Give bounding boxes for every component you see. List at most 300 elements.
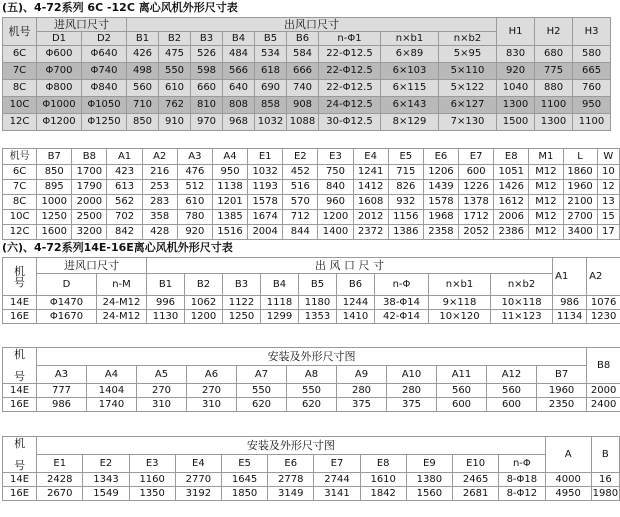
table-cell: Φ700: [37, 63, 82, 80]
table-cell: 2358: [423, 225, 458, 240]
table-cell: 1378: [459, 195, 494, 210]
header-outlet-group: 出风口尺寸: [127, 18, 497, 32]
table-cell: 1134: [553, 310, 587, 324]
row-machine-cell: 16E: [3, 310, 37, 324]
table-row: [3, 296, 620, 310]
table-cell: 2770: [175, 473, 221, 487]
table-cell: 7×130: [439, 114, 497, 131]
header-cell: E1: [248, 149, 283, 165]
table-cell: 830: [497, 46, 535, 63]
table-cell: 1500: [497, 114, 535, 131]
row-machine-cell: 14E: [3, 473, 37, 487]
table-cell: 570: [283, 195, 318, 210]
table-cell: 2681: [452, 487, 498, 501]
table-cell: 10: [597, 165, 619, 180]
table-cell: 12: [597, 180, 619, 195]
table-cell: 1380: [406, 473, 452, 487]
header-cell: E3: [129, 455, 175, 473]
header-cell: E2: [83, 455, 129, 473]
header-cell: n-Φ: [375, 274, 429, 296]
table-cell: 1578: [248, 195, 283, 210]
table-cell: Φ640: [82, 46, 127, 63]
table-cell: 1842: [360, 487, 406, 501]
table-cell: 826: [388, 180, 423, 195]
table-cell: 666: [287, 63, 319, 80]
header-cell: B6: [337, 274, 375, 296]
header-outlet-group: 出 风 口 尺 寸: [147, 258, 553, 274]
table-cell: 2000: [587, 384, 620, 398]
header-cell: D: [37, 274, 97, 296]
table-cell: 2350: [537, 398, 587, 412]
table-cell: 5×95: [439, 46, 497, 63]
header-cell: B8: [72, 149, 107, 165]
table-cell: 17: [597, 225, 619, 240]
table-cell: 560: [437, 384, 487, 398]
header-cell: A2: [587, 258, 620, 296]
table-cell: 1130: [147, 310, 185, 324]
row-machine-cell: 10C: [3, 210, 37, 225]
table-cell: 760: [573, 80, 611, 97]
table-cell: 6×127: [439, 97, 497, 114]
table-cell: 1980: [592, 487, 619, 499]
table-cell: 11×123: [491, 310, 553, 324]
row-machine-cell: 12C: [3, 114, 37, 131]
table-14e-16e-install-a: [2, 347, 620, 412]
header-install-group: 安装及外形尺寸图: [37, 437, 545, 455]
table-cell: M12: [529, 180, 563, 195]
table-cell: 618: [255, 63, 287, 80]
table-cell: 640: [223, 80, 255, 97]
table-cell: 970: [191, 114, 223, 131]
table-cell: M12: [529, 210, 563, 225]
header-cell: E7: [459, 149, 494, 165]
header-cell: B1: [147, 274, 185, 296]
table-cell: 2100: [563, 195, 597, 210]
table-cell: 476: [177, 165, 212, 180]
table-cell: 2465: [452, 473, 498, 487]
table-cell: 1353: [299, 310, 337, 324]
table-cell: 775: [535, 63, 573, 80]
table-cell: 550: [159, 63, 191, 80]
table-cell: 1608: [353, 195, 388, 210]
table-cell: 253: [142, 180, 177, 195]
table-cell: 1960: [537, 384, 587, 398]
table-cell: 880: [535, 80, 573, 97]
table-cell: 2012: [353, 210, 388, 225]
header-cell: A12: [487, 366, 537, 384]
header-cell: B6: [287, 32, 319, 46]
table-cell: 22-Φ12.5: [319, 46, 381, 63]
table-cell: 6×143: [381, 97, 439, 114]
table-cell: 8-Φ12: [499, 487, 545, 501]
table-cell: Φ740: [82, 63, 127, 80]
table-cell: M12: [529, 165, 563, 180]
table-cell: 920: [177, 225, 212, 240]
row-machine-cell: 8C: [3, 195, 37, 210]
table-14e-16e-dimensions: [2, 257, 620, 324]
table-cell: 810: [191, 97, 223, 114]
table-cell: 3200: [72, 225, 107, 240]
table-cell: 1299: [261, 310, 299, 324]
table-row: [3, 398, 620, 412]
header-machine: 机 号: [3, 437, 37, 473]
header-cell: E9: [406, 455, 452, 473]
table-cell: 3141: [314, 487, 360, 501]
table-cell: 1790: [72, 180, 107, 195]
header-cell: B4: [261, 274, 299, 296]
table-cell: 423: [107, 165, 142, 180]
table-cell: 1410: [337, 310, 375, 324]
table-cell: 850: [127, 114, 159, 131]
table-cell: 6×115: [381, 80, 439, 97]
header-cell: E8: [360, 455, 406, 473]
table-cell: 844: [283, 225, 318, 240]
header-cell: A6: [187, 366, 237, 384]
table-cell: 1100: [535, 97, 573, 114]
table-cell: 1226: [459, 180, 494, 195]
table-cell: 968: [223, 114, 255, 131]
table-row: [3, 180, 620, 195]
header-cell: n-Φ1: [319, 32, 381, 46]
header-cell: E6: [268, 455, 314, 473]
header-inlet-group: 进风口尺寸: [37, 258, 147, 274]
header-cell: D2: [82, 32, 127, 46]
table-cell: 3149: [268, 487, 314, 501]
table-cell: 1032: [248, 165, 283, 180]
table-cell: 2428: [37, 473, 83, 487]
table-cell: 6×103: [381, 63, 439, 80]
table-cell: 600: [487, 398, 537, 412]
table-cell: 1645: [221, 473, 267, 487]
row-machine-cell: 7C: [3, 63, 37, 80]
table-cell: 808: [223, 97, 255, 114]
table-cell: 22-Φ12.5: [319, 80, 381, 97]
table-cell: 620: [237, 398, 287, 412]
row-machine-cell: 14E: [3, 384, 37, 398]
header-cell: A4: [212, 149, 247, 165]
table-cell: Φ1000: [37, 97, 82, 114]
table-cell: Φ1670: [37, 310, 97, 324]
table-cell: 2400: [587, 398, 620, 412]
table-cell: 690: [255, 80, 287, 97]
table-cell: 30-Φ12.5: [319, 114, 381, 131]
table-cell: 475: [159, 46, 191, 63]
table-cell: 777: [37, 384, 87, 398]
table-cell: 516: [283, 180, 318, 195]
table-cell: 895: [37, 180, 72, 195]
header-cell: M1: [529, 149, 563, 165]
header-cell: E4: [175, 455, 221, 473]
table-cell: 1740: [87, 398, 137, 412]
header-cell: D1: [37, 32, 82, 46]
row-machine-cell: 6C: [3, 165, 37, 180]
table-cell: 1206: [423, 165, 458, 180]
table-cell: Φ1050: [82, 97, 127, 114]
table-cell: 375: [337, 398, 387, 412]
table-cell: Φ800: [37, 80, 82, 97]
table-cell: 584: [287, 46, 319, 63]
table-cell: 4000: [545, 473, 591, 487]
table-cell: 22-Φ12.5: [319, 63, 381, 80]
table-cell: 665: [573, 63, 611, 80]
table-cell: 1968: [423, 210, 458, 225]
header-cell: B2: [159, 32, 191, 46]
table-cell: 1000: [37, 195, 72, 210]
table-cell: 5×122: [439, 80, 497, 97]
header-machine: 机号: [3, 18, 37, 46]
table-cell: 780: [177, 210, 212, 225]
table-cell: 610: [159, 80, 191, 97]
table-cell: 4950: [545, 487, 591, 501]
section-a-title: (五)、4-72系列 6C -12C 离心风机外形尺寸表: [2, 1, 238, 14]
table-cell: 960: [318, 195, 353, 210]
table-cell: 986: [37, 398, 87, 412]
table-cell: 1674: [248, 210, 283, 225]
header-cell: B4: [223, 32, 255, 46]
table-row: [3, 46, 611, 63]
header-cell: B5: [255, 32, 287, 46]
header-cell: B7: [37, 149, 72, 165]
table-cell: 24-M12: [97, 296, 147, 310]
header-cell: B5: [299, 274, 337, 296]
table-cell: 1412: [353, 180, 388, 195]
table-cell: 2000: [72, 195, 107, 210]
table-cell: 1032: [255, 114, 287, 131]
table-cell: 740: [287, 80, 319, 97]
table-cell: 270: [187, 384, 237, 398]
table-cell: 1612: [494, 195, 529, 210]
table-cell: 2386: [494, 225, 529, 240]
table-cell: 3400: [563, 225, 597, 240]
table-cell: 1300: [497, 97, 535, 114]
table-cell: 534: [255, 46, 287, 63]
table-cell: 1300: [535, 114, 573, 131]
table-cell: 660: [191, 80, 223, 97]
table-cell: 6×89: [381, 46, 439, 63]
table-cell: M12: [529, 195, 563, 210]
table-cell: 1076: [587, 296, 620, 310]
table-cell: 1241: [353, 165, 388, 180]
table-cell: 2700: [563, 210, 597, 225]
table-cell: 1560: [406, 487, 452, 501]
header-cell: B7: [537, 366, 587, 384]
header-cell: n×b2: [439, 32, 497, 46]
table-cell: 280: [387, 384, 437, 398]
table-cell: Φ600: [37, 46, 82, 63]
row-machine-cell: 8C: [3, 80, 37, 97]
table-cell: 526: [191, 46, 223, 63]
table-cell: 1040: [497, 80, 535, 97]
table-cell: 566: [223, 63, 255, 80]
header-cell: B3: [223, 274, 261, 296]
table-row: [3, 114, 611, 131]
table-cell: 986: [553, 296, 587, 310]
table-cell: 484: [223, 46, 255, 63]
table-row: [3, 165, 620, 180]
table-cell: 2052: [459, 225, 494, 240]
table-cell: 920: [497, 63, 535, 80]
table-row: [3, 210, 620, 225]
table-cell: 24-Φ12.5: [319, 97, 381, 114]
header-cell: A8: [287, 366, 337, 384]
row-machine-cell: 14E: [3, 296, 37, 310]
table-row: [3, 225, 620, 240]
table-cell: 10×118: [491, 296, 553, 310]
table-cell: 598: [191, 63, 223, 80]
table-cell: 996: [147, 296, 185, 310]
header-install-group: 安装及外形尺寸图: [37, 348, 587, 366]
table-cell: 562: [107, 195, 142, 210]
table-cell: 1156: [388, 210, 423, 225]
table-cell: 600: [459, 165, 494, 180]
section-b-title: (六)、4-72系列14E-16E离心风机外形尺寸表: [2, 241, 233, 254]
table-cell: 950: [212, 165, 247, 180]
header-cell: H2: [535, 18, 573, 46]
table-cell: 950: [573, 97, 611, 114]
table-cell: 1250: [37, 210, 72, 225]
header-cell: E6: [423, 149, 458, 165]
table-cell: 1578: [423, 195, 458, 210]
table-cell: 2744: [314, 473, 360, 487]
table-cell: 2670: [37, 487, 83, 501]
table-cell: 1230: [587, 310, 620, 324]
table-cell: 428: [142, 225, 177, 240]
table-cell: 1122: [223, 296, 261, 310]
header-cell: n×b1: [429, 274, 491, 296]
table-cell: 13: [597, 195, 619, 210]
table-cell: 1100: [573, 114, 611, 131]
table-cell: 2006: [494, 210, 529, 225]
table-cell: Φ1470: [37, 296, 97, 310]
table-cell: 560: [487, 384, 537, 398]
table-cell: 15: [597, 210, 619, 225]
header-machine: 机 号: [3, 348, 37, 384]
table-cell: 715: [388, 165, 423, 180]
table-cell: 1201: [212, 195, 247, 210]
table-cell: 216: [142, 165, 177, 180]
table-cell: 24-M12: [97, 310, 147, 324]
header-cell: n-Φ: [499, 455, 545, 473]
header-cell: A5: [137, 366, 187, 384]
header-machine: 机 号: [3, 258, 37, 296]
table-cell: 620: [287, 398, 337, 412]
table-cell: 610: [177, 195, 212, 210]
header-cell: B3: [191, 32, 223, 46]
table-cell: 1343: [83, 473, 129, 487]
table-cell: 613: [107, 180, 142, 195]
table-cell: 1062: [185, 296, 223, 310]
header-cell: n×b1: [381, 32, 439, 46]
table-cell: 280: [337, 384, 387, 398]
table-cell: 375: [387, 398, 437, 412]
header-cell: E2: [283, 149, 318, 165]
table-cell: 452: [283, 165, 318, 180]
table-cell: 3192: [175, 487, 221, 501]
table-cell: 2372: [353, 225, 388, 240]
table-cell: 1138: [212, 180, 247, 195]
table-cell: 550: [237, 384, 287, 398]
table-cell: 1516: [212, 225, 247, 240]
row-machine-cell: 10C: [3, 97, 37, 114]
row-machine-cell: 16E: [3, 487, 37, 501]
header-cell: B1: [127, 32, 159, 46]
header-cell: A1: [553, 258, 587, 296]
header-cell: B8: [587, 348, 620, 384]
table-cell: 1088: [287, 114, 319, 131]
table-cell: 1386: [388, 225, 423, 240]
table-cell: 1850: [221, 487, 267, 501]
header-cell: A11: [437, 366, 487, 384]
table-cell: 283: [142, 195, 177, 210]
header-cell: H3: [573, 18, 611, 46]
header-cell: A7: [237, 366, 287, 384]
table-cell: 1549: [83, 487, 129, 501]
table-cell: 310: [187, 398, 237, 412]
table-cell: 1960: [563, 180, 597, 195]
header-cell: A2: [142, 149, 177, 165]
table-cell: 8-Φ18: [499, 473, 545, 487]
table-row: [3, 473, 620, 487]
header-cell: E3: [318, 149, 353, 165]
header-cell: E8: [494, 149, 529, 165]
table-cell: 310: [137, 398, 187, 412]
table-cell: 1193: [248, 180, 283, 195]
table-cell: 710: [127, 97, 159, 114]
table-cell: 702: [107, 210, 142, 225]
table-cell: 358: [142, 210, 177, 225]
table-cell: 8×129: [381, 114, 439, 131]
header-cell: E7: [314, 455, 360, 473]
table-cell: Φ840: [82, 80, 127, 97]
header-cell: A9: [337, 366, 387, 384]
table-cell: 1712: [459, 210, 494, 225]
header-cell: B: [591, 437, 619, 473]
table-cell: 1200: [185, 310, 223, 324]
header-cell: A10: [387, 366, 437, 384]
header-cell: E1: [37, 455, 83, 473]
table-14e-16e-install-e: [2, 436, 620, 501]
table-cell: 1439: [423, 180, 458, 195]
table-cell: 1404: [87, 384, 137, 398]
table-cell: 1200: [318, 210, 353, 225]
table-6c-12c-install: [2, 148, 620, 240]
table-cell: 1051: [494, 165, 529, 180]
table-row: [3, 80, 611, 97]
table-cell: 2500: [72, 210, 107, 225]
row-machine-cell: 6C: [3, 46, 37, 63]
table-row: [3, 310, 620, 324]
header-cell: E5: [221, 455, 267, 473]
table-cell: M12: [529, 225, 563, 240]
table-cell: 1860: [563, 165, 597, 180]
header-cell: B2: [185, 274, 223, 296]
table-cell: Φ1200: [37, 114, 82, 131]
header-cell: A3: [37, 366, 87, 384]
header-cell: n-M: [97, 274, 147, 296]
table-cell: 1350: [129, 487, 175, 501]
header-cell: W: [597, 149, 619, 165]
table-cell: 908: [287, 97, 319, 114]
table-row: [3, 487, 620, 501]
table-cell: 1600: [37, 225, 72, 240]
table-cell: 1610: [360, 473, 406, 487]
table-cell: 550: [287, 384, 337, 398]
table-cell: 1244: [337, 296, 375, 310]
header-cell: A1: [107, 149, 142, 165]
table-cell: 16: [591, 473, 619, 487]
header-cell: A4: [87, 366, 137, 384]
header-cell: 机号: [3, 149, 37, 165]
